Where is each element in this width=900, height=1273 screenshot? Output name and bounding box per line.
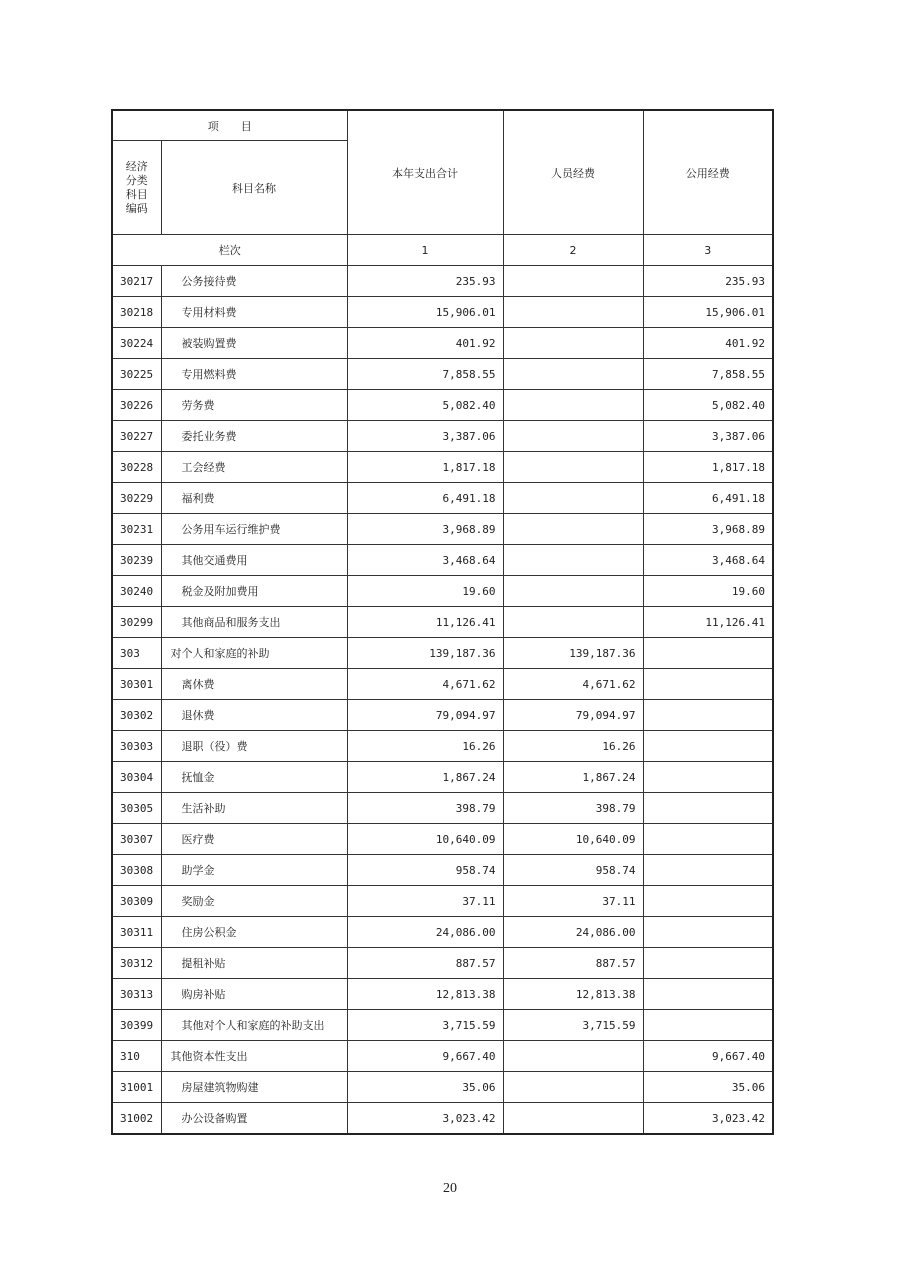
row-public: 15,906.01 — [643, 297, 773, 328]
row-code: 30227 — [112, 421, 161, 452]
row-total: 16.26 — [347, 731, 503, 762]
row-public — [643, 948, 773, 979]
row-code: 30231 — [112, 514, 161, 545]
row-code: 30239 — [112, 545, 161, 576]
row-total: 4,671.62 — [347, 669, 503, 700]
row-name: 购房补贴 — [161, 979, 347, 1010]
row-name: 提租补贴 — [161, 948, 347, 979]
row-public — [643, 793, 773, 824]
row-personnel — [503, 328, 643, 359]
row-personnel — [503, 514, 643, 545]
row-personnel: 16.26 — [503, 731, 643, 762]
row-name: 专用燃料费 — [161, 359, 347, 390]
row-code: 30217 — [112, 266, 161, 297]
row-code: 30218 — [112, 297, 161, 328]
row-total: 5,082.40 — [347, 390, 503, 421]
row-code: 30302 — [112, 700, 161, 731]
row-personnel: 37.11 — [503, 886, 643, 917]
row-total: 3,468.64 — [347, 545, 503, 576]
row-code: 31001 — [112, 1072, 161, 1103]
row-code: 30304 — [112, 762, 161, 793]
row-total: 79,094.97 — [347, 700, 503, 731]
row-personnel: 887.57 — [503, 948, 643, 979]
table-row — [112, 297, 773, 328]
row-public — [643, 886, 773, 917]
row-personnel: 139,187.36 — [503, 638, 643, 669]
table-row — [112, 638, 773, 669]
row-public: 9,667.40 — [643, 1041, 773, 1072]
row-public — [643, 917, 773, 948]
table-row — [112, 1041, 773, 1072]
table-row — [112, 855, 773, 886]
row-name: 退职（役）费 — [161, 731, 347, 762]
row-total: 398.79 — [347, 793, 503, 824]
row-public: 19.60 — [643, 576, 773, 607]
row-name: 税金及附加费用 — [161, 576, 347, 607]
row-code: 310 — [112, 1041, 161, 1072]
row-total: 1,867.24 — [347, 762, 503, 793]
row-public: 1,817.18 — [643, 452, 773, 483]
row-personnel: 4,671.62 — [503, 669, 643, 700]
table-row — [112, 1010, 773, 1041]
row-name: 抚恤金 — [161, 762, 347, 793]
row-name: 生活补助 — [161, 793, 347, 824]
row-public: 11,126.41 — [643, 607, 773, 638]
row-public — [643, 700, 773, 731]
row-total: 9,667.40 — [347, 1041, 503, 1072]
row-code: 30301 — [112, 669, 161, 700]
row-personnel — [503, 390, 643, 421]
row-personnel — [503, 421, 643, 452]
table-row — [112, 328, 773, 359]
row-name: 退休费 — [161, 700, 347, 731]
row-total: 35.06 — [347, 1072, 503, 1103]
lane-row — [112, 235, 773, 266]
row-name: 公务接待费 — [161, 266, 347, 297]
row-personnel — [503, 1072, 643, 1103]
name-header: 科目名称 — [161, 141, 347, 235]
row-code: 30226 — [112, 390, 161, 421]
row-public: 7,858.55 — [643, 359, 773, 390]
row-code: 30308 — [112, 855, 161, 886]
row-public: 6,491.18 — [643, 483, 773, 514]
table-row — [112, 917, 773, 948]
table-row — [112, 390, 773, 421]
table-row — [112, 731, 773, 762]
row-personnel — [503, 359, 643, 390]
table-row — [112, 359, 773, 390]
row-name: 医疗费 — [161, 824, 347, 855]
row-public: 401.92 — [643, 328, 773, 359]
row-public — [643, 638, 773, 669]
row-total: 3,387.06 — [347, 421, 503, 452]
col-public-header: 公用经费 — [643, 110, 773, 235]
table-row — [112, 421, 773, 452]
row-public — [643, 669, 773, 700]
col-personnel-header: 人员经费 — [503, 110, 643, 235]
row-public: 235.93 — [643, 266, 773, 297]
row-total: 24,086.00 — [347, 917, 503, 948]
row-code: 30399 — [112, 1010, 161, 1041]
row-name: 奖励金 — [161, 886, 347, 917]
table-row — [112, 576, 773, 607]
row-total: 7,858.55 — [347, 359, 503, 390]
table-row — [112, 793, 773, 824]
table-row — [112, 514, 773, 545]
row-code: 30312 — [112, 948, 161, 979]
row-total: 6,491.18 — [347, 483, 503, 514]
table-row — [112, 452, 773, 483]
row-public — [643, 855, 773, 886]
row-public: 3,387.06 — [643, 421, 773, 452]
row-name: 其他交通费用 — [161, 545, 347, 576]
row-name: 福利费 — [161, 483, 347, 514]
row-code: 30224 — [112, 328, 161, 359]
project-header: 项 目 — [112, 110, 347, 141]
row-code: 30229 — [112, 483, 161, 514]
row-personnel: 24,086.00 — [503, 917, 643, 948]
row-personnel: 958.74 — [503, 855, 643, 886]
row-code: 30309 — [112, 886, 161, 917]
row-name: 公务用车运行维护费 — [161, 514, 347, 545]
row-name: 办公设备购置 — [161, 1103, 347, 1135]
lane-3: 3 — [643, 235, 773, 266]
row-name: 工会经费 — [161, 452, 347, 483]
lane-1: 1 — [347, 235, 503, 266]
row-total: 3,968.89 — [347, 514, 503, 545]
page-number: 20 — [443, 1181, 457, 1196]
row-total: 958.74 — [347, 855, 503, 886]
row-total: 3,023.42 — [347, 1103, 503, 1135]
table-row — [112, 700, 773, 731]
row-name: 助学金 — [161, 855, 347, 886]
row-personnel — [503, 452, 643, 483]
row-code: 30307 — [112, 824, 161, 855]
row-code: 30228 — [112, 452, 161, 483]
row-name: 专用材料费 — [161, 297, 347, 328]
row-total: 37.11 — [347, 886, 503, 917]
row-name: 委托业务费 — [161, 421, 347, 452]
row-total: 10,640.09 — [347, 824, 503, 855]
row-code: 30313 — [112, 979, 161, 1010]
row-personnel: 398.79 — [503, 793, 643, 824]
row-personnel — [503, 545, 643, 576]
table-row — [112, 607, 773, 638]
table-row — [112, 979, 773, 1010]
col-total-header: 本年支出合计 — [347, 110, 503, 235]
row-personnel: 79,094.97 — [503, 700, 643, 731]
row-public: 5,082.40 — [643, 390, 773, 421]
row-personnel — [503, 297, 643, 328]
lane-label: 栏次 — [112, 235, 347, 266]
row-name: 离休费 — [161, 669, 347, 700]
row-personnel — [503, 483, 643, 514]
table-row — [112, 948, 773, 979]
table-row — [112, 1072, 773, 1103]
row-total: 401.92 — [347, 328, 503, 359]
row-code: 30305 — [112, 793, 161, 824]
row-personnel — [503, 607, 643, 638]
row-name: 被装购置费 — [161, 328, 347, 359]
row-total: 3,715.59 — [347, 1010, 503, 1041]
table-row — [112, 1103, 773, 1135]
row-code: 30299 — [112, 607, 161, 638]
row-personnel: 10,640.09 — [503, 824, 643, 855]
row-name: 其他商品和服务支出 — [161, 607, 347, 638]
table-row — [112, 266, 773, 297]
row-name: 其他资本性支出 — [161, 1041, 347, 1072]
row-name: 住房公积金 — [161, 917, 347, 948]
row-public — [643, 824, 773, 855]
row-name: 劳务费 — [161, 390, 347, 421]
row-total: 887.57 — [347, 948, 503, 979]
row-code: 30225 — [112, 359, 161, 390]
row-code: 303 — [112, 638, 161, 669]
table-row — [112, 886, 773, 917]
row-total: 12,813.38 — [347, 979, 503, 1010]
row-personnel: 3,715.59 — [503, 1010, 643, 1041]
row-total: 19.60 — [347, 576, 503, 607]
row-total: 235.93 — [347, 266, 503, 297]
table-row — [112, 669, 773, 700]
row-personnel: 12,813.38 — [503, 979, 643, 1010]
header-row-1 — [112, 110, 773, 141]
row-personnel — [503, 1103, 643, 1135]
row-personnel — [503, 576, 643, 607]
code-header: 经济分类科目编码 — [125, 159, 148, 215]
row-public: 35.06 — [643, 1072, 773, 1103]
expenditure-table — [111, 109, 774, 1135]
row-public — [643, 979, 773, 1010]
row-total: 1,817.18 — [347, 452, 503, 483]
table-row — [112, 762, 773, 793]
row-public — [643, 762, 773, 793]
table-row — [112, 483, 773, 514]
row-name: 对个人和家庭的补助 — [161, 638, 347, 669]
table-row — [112, 545, 773, 576]
lane-2: 2 — [503, 235, 643, 266]
row-total: 139,187.36 — [347, 638, 503, 669]
row-public — [643, 1010, 773, 1041]
row-personnel — [503, 1041, 643, 1072]
row-public: 3,968.89 — [643, 514, 773, 545]
row-public: 3,023.42 — [643, 1103, 773, 1135]
row-total: 15,906.01 — [347, 297, 503, 328]
row-code: 30311 — [112, 917, 161, 948]
row-code: 30303 — [112, 731, 161, 762]
row-name: 其他对个人和家庭的补助支出 — [161, 1010, 347, 1041]
row-personnel: 1,867.24 — [503, 762, 643, 793]
row-personnel — [503, 266, 643, 297]
row-code: 30240 — [112, 576, 161, 607]
row-code: 31002 — [112, 1103, 161, 1135]
row-name: 房屋建筑物购建 — [161, 1072, 347, 1103]
row-public — [643, 731, 773, 762]
row-total: 11,126.41 — [347, 607, 503, 638]
table-row — [112, 824, 773, 855]
row-public: 3,468.64 — [643, 545, 773, 576]
